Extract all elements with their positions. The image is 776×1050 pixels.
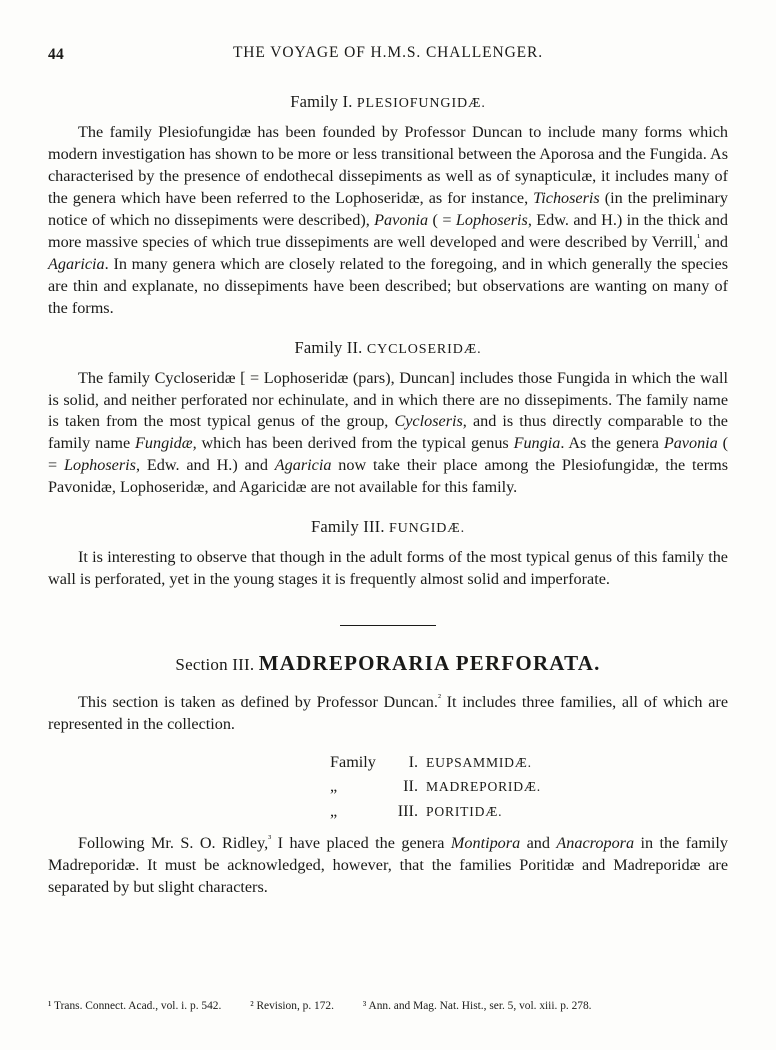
family-list-num-2: II.: [403, 777, 418, 796]
section-title: MADREPORARIA PERFORATA.: [258, 651, 601, 676]
heading-family-2: [48, 338, 728, 358]
heading-family-1-prefix: Family I.: [290, 92, 353, 111]
list-item: [48, 750, 728, 774]
family-list-name-2: MADREPORIDÆ.: [426, 779, 541, 795]
section-label: Section III.: [175, 655, 255, 675]
paragraph-family-1: [48, 122, 728, 320]
family-list-lead-1: Family: [330, 753, 376, 772]
paragraph-family-3: [48, 547, 728, 591]
paragraph-section-intro: [48, 692, 728, 736]
family-list-lead-2: „: [330, 777, 338, 796]
heading-section-3: [48, 651, 728, 676]
list-item: [48, 774, 728, 798]
family-list-num-1: I.: [408, 753, 418, 772]
heading-family-3-prefix: Family III.: [310, 517, 385, 537]
heading-family-2-prefix: Family II.: [294, 337, 363, 357]
family-list: [48, 750, 728, 823]
paragraph-family-2-text: The family Cycloseridæ [ = Lophoseridæ (pars), Duncan] includes those Fungida in which the wall is solid, and neither perforated nor echinulate, and in which there are no dissepiments. The family name is taken from the most typical genus of the group, Cycloseris, and is thus directly comparable to the family name Fungidæ, which has been derived from the typical genus Fungia. As the genera Pavonia ( = Lophoseris, Edw. and H.) and Agaricia now take their place among the Plesiofungidæ, the terms Pavonidæ, Lophoseridæ, and Agaricidæ are not available for this family.: [48, 368, 729, 497]
footnotes: [48, 1000, 728, 1012]
running-title: THE VOYAGE OF H.M.S. CHALLENGER.: [232, 44, 544, 61]
heading-family-1: [48, 92, 728, 112]
footnote-2: ² Revision, p. 172.: [250, 1000, 334, 1012]
list-item: [48, 799, 728, 823]
heading-family-3-name: FUNGIDÆ.: [388, 521, 466, 537]
heading-family-3: [48, 517, 728, 537]
family-list-num-3: III.: [397, 801, 418, 820]
horizontal-rule: [340, 625, 436, 626]
paragraph-family-2: [48, 368, 728, 500]
footnote-3: ³ Ann. and Mag. Nat. Hist., ser. 5, vol. xiii. p. 278.: [362, 1000, 592, 1012]
paragraph-section-closing: [48, 833, 728, 899]
heading-family-1-name: PLESIOFUNGIDÆ.: [356, 96, 486, 111]
family-list-name-3: PORITIDÆ.: [426, 803, 503, 819]
paragraph-section-intro-text: This section is taken as defined by Professor Duncan.$^{^2}$ It includes three families, all of which are represented in the collection.: [48, 692, 728, 734]
family-list-name-1: EUPSAMMIDÆ.: [426, 755, 532, 771]
paragraph-family-3-text: It is interesting to observe that though in the adult forms of the most typical genus of this family the wall is perforated, yet in the young stages it is frequently almost solid and imperforate.: [48, 548, 728, 589]
paragraph-family-1-text: The family Plesiofungidæ has been founded by Professor Duncan to include many forms which modern investigation has shown to be more or less transitional between the Aporosa and the Fungida. As characterised by the presence of endothecal dissepiments as well as of synapticulæ, it includes many of the genera which have been referred to the Lophoseridæ, as for instance, Tichoseris (in the preliminary notice of which no dissepiments were described), Pavonia ( = Lophoseris, Edw. and H.) in the thick and more massive species of which true dissepiments are well developed and were described by Verrill,$^{^1}$ and Agaricia. In many genera which are closely related to the foregoing, and in which generally the species are thin and explanate, no dissepiments have been described; but observations are wanting on many of the forms.: [48, 123, 729, 317]
heading-family-2-name: CYCLOSERIDÆ.: [366, 341, 482, 357]
footnote-1: ¹ Trans. Connect. Acad., vol. i. p. 542.: [48, 1000, 222, 1012]
page-header: [48, 44, 728, 74]
page-number: 44: [48, 46, 65, 63]
section-divider: [48, 613, 728, 631]
paragraph-section-closing-text: Following Mr. S. O. Ridley,$^{^3}$ I have placed the genera Montipora and Anacropora in the family Madreporidæ. It must be acknowledged, however, that the families Poritidæ and Madreporidæ are separated by but slight characters.: [48, 833, 728, 896]
family-list-lead-3: „: [330, 801, 338, 820]
